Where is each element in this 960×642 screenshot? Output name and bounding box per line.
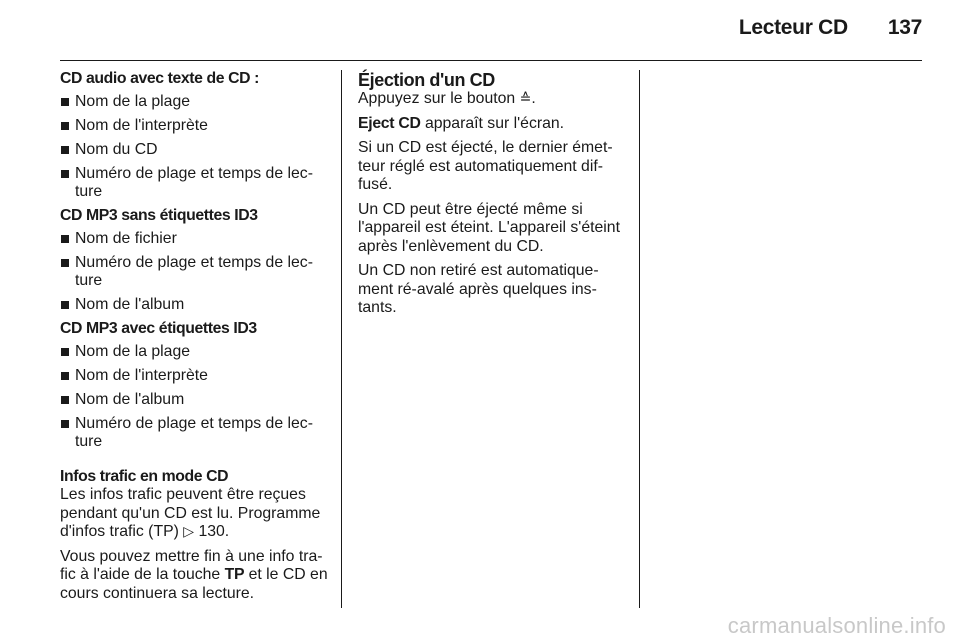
traffic-info-paragraph: Les infos trafic peuvent être reçues pendant qu'un CD est lu. Programme d'infos trafic (TP) ▷ 130.	[60, 486, 321, 540]
traffic-stop-paragraph: Vous pouvez mettre fin à une info tra-fic à l'aide de la touche TP et le CD en cours continuera sa lecture.	[60, 547, 328, 602]
bullet-icon	[61, 372, 69, 380]
eject-instruction: Appuyez sur le bouton ≙.	[358, 90, 536, 107]
eject-cd-label: Eject CD	[358, 114, 421, 132]
column-divider-right	[639, 70, 640, 608]
bullet-icon	[61, 146, 69, 154]
middle-column	[358, 70, 628, 324]
list-item: Numéro de plage et temps de lec-ture	[60, 254, 328, 291]
eject-section-title: Éjection d'un CD	[358, 70, 495, 90]
bullet-icon	[61, 348, 69, 356]
tp-key-label: TP	[224, 566, 245, 583]
list-item: Nom de la plage	[60, 343, 328, 362]
bullet-icon	[61, 170, 69, 178]
column-divider-left	[341, 70, 342, 608]
eject-display-paragraph: Eject CD apparaît sur l'écran.	[358, 114, 565, 132]
left-column	[60, 70, 328, 609]
header-divider	[60, 60, 922, 61]
list-item: Nom de l'album	[60, 391, 328, 410]
bullet-icon	[61, 122, 69, 130]
eject-icon: ≙	[519, 91, 532, 107]
list-item: Nom de l'interprète	[60, 117, 328, 136]
bullet-icon	[61, 420, 69, 428]
bullet-icon	[61, 259, 69, 267]
list-item: Nom de fichier	[60, 230, 328, 249]
mp3-no-id3-heading: CD MP3 sans étiquettes ID3	[60, 207, 258, 224]
audio-cd-heading: CD audio avec texte de CD :	[60, 70, 260, 87]
eject-station-paragraph: Si un CD est éjecté, le dernier émet-teur réglé est automatiquement dif-fusé.	[358, 139, 613, 193]
bullet-icon	[61, 235, 69, 243]
list-item: Nom de l'interprète	[60, 367, 328, 386]
bullet-icon	[61, 301, 69, 309]
page-reference-icon: ▷	[183, 524, 195, 540]
bullet-icon	[61, 396, 69, 404]
watermark: carmanualsonline.info	[727, 613, 946, 638]
mp3-no-id3-list	[60, 230, 328, 315]
mp3-id3-heading: CD MP3 avec étiquettes ID3	[60, 320, 257, 337]
eject-reload-paragraph: Un CD non retiré est automatique-ment ré-avalé après quelques ins-tants.	[358, 262, 599, 316]
audio-cd-list	[60, 93, 328, 202]
list-item: Nom de la plage	[60, 93, 328, 112]
list-item: Nom du CD	[60, 141, 328, 160]
page-number: 137	[887, 16, 922, 39]
list-item: Nom de l'album	[60, 296, 328, 315]
list-item: Numéro de plage et temps de lec-ture	[60, 165, 328, 202]
page-reference-link[interactable]: 130.	[198, 523, 230, 540]
eject-off-paragraph: Un CD peut être éjecté même si l'appareil est éteint. L'appareil s'éteint après l'enlèvement du CD.	[358, 200, 620, 255]
traffic-info-heading: Infos trafic en mode CD	[60, 467, 229, 485]
page-header	[739, 16, 922, 40]
bullet-icon	[61, 98, 69, 106]
chapter-title: Lecteur CD	[738, 16, 848, 39]
mp3-id3-list	[60, 343, 328, 452]
list-item: Numéro de plage et temps de lec-ture	[60, 415, 328, 452]
